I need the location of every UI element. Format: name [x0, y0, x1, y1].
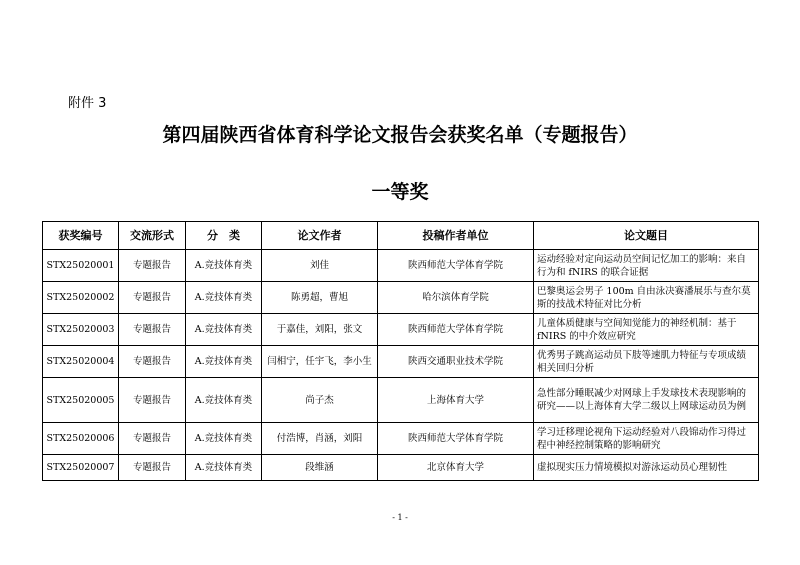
category-cell: A.竞技体育类: [186, 346, 262, 378]
paper-title-cell: 优秀男子跳高运动员下肢等速肌力特征与专项成绩相关回归分析: [534, 346, 759, 378]
authors-cell: 段维涵: [262, 455, 378, 481]
paper-title-cell: 运动经验对定向运动员空间记忆加工的影响：来自行为和 fNIRS 的联合证据: [534, 250, 759, 282]
paper-title-cell: 急性部分睡眠减少对网球上手发球技术表现影响的研究——以上海体育大学二级以上网球运动员为例: [534, 378, 759, 423]
authors-cell: 于嘉佳，刘阳，张文: [262, 314, 378, 346]
header-category: 分 类: [186, 222, 262, 250]
category-cell: A.竞技体育类: [186, 282, 262, 314]
authors-cell: 付浩博，肖涵，刘阳: [262, 423, 378, 455]
award-level-heading: 一等奖: [371, 181, 429, 203]
table-row: [43, 455, 759, 481]
header-authors: 论文作者: [262, 222, 378, 250]
format-cell: 专题报告: [119, 346, 186, 378]
header-paper-title: 论文题目: [534, 222, 759, 250]
format-cell: 专题报告: [119, 455, 186, 481]
award-id-cell: STX25020004: [43, 346, 119, 378]
table-row: [43, 378, 759, 423]
authors-cell: 闫相宁，任宇飞，李小生: [262, 346, 378, 378]
category-cell: A.竞技体育类: [186, 314, 262, 346]
authors-cell: 刘佳: [262, 250, 378, 282]
format-cell: 专题报告: [119, 250, 186, 282]
table-row: [43, 423, 759, 455]
category-cell: A.竞技体育类: [186, 250, 262, 282]
document-title: 第四届陕西省体育科学论文报告会获奖名单（专题报告）: [162, 124, 638, 146]
header-format: 交流形式: [119, 222, 186, 250]
table-row: [43, 314, 759, 346]
table-row: [43, 282, 759, 314]
category-cell: A.竞技体育类: [186, 423, 262, 455]
award-id-cell: STX25020007: [43, 455, 119, 481]
institution-cell: 上海体育大学: [378, 378, 534, 423]
institution-cell: 陕西师范大学体育学院: [378, 250, 534, 282]
award-id-cell: STX25020006: [43, 423, 119, 455]
table-row: [43, 250, 759, 282]
header-award-id: 获奖编号: [43, 222, 119, 250]
category-cell: A.竞技体育类: [186, 455, 262, 481]
format-cell: 专题报告: [119, 378, 186, 423]
paper-title-cell: 虚拟现实压力情境模拟对游泳运动员心理韧性: [534, 455, 759, 481]
institution-cell: 哈尔滨体育学院: [378, 282, 534, 314]
page-number: - 1 -: [392, 513, 408, 522]
format-cell: 专题报告: [119, 282, 186, 314]
award-id-cell: STX25020001: [43, 250, 119, 282]
award-table: [42, 221, 759, 481]
institution-cell: 陕西师范大学体育学院: [378, 314, 534, 346]
table-header-row: [43, 222, 759, 250]
authors-cell: 尚子杰: [262, 378, 378, 423]
institution-cell: 陕西师范大学体育学院: [378, 423, 534, 455]
format-cell: 专题报告: [119, 314, 186, 346]
institution-cell: 陕西交通职业技术学院: [378, 346, 534, 378]
award-id-cell: STX25020002: [43, 282, 119, 314]
paper-title-cell: 学习迁移理论视角下运动经验对八段锦动作习得过程中神经控制策略的影响研究: [534, 423, 759, 455]
award-id-cell: STX25020003: [43, 314, 119, 346]
award-id-cell: STX25020005: [43, 378, 119, 423]
format-cell: 专题报告: [119, 423, 186, 455]
table-row: [43, 346, 759, 378]
category-cell: A.竞技体育类: [186, 378, 262, 423]
attachment-label: 附件 3: [68, 96, 107, 111]
paper-title-cell: 儿童体质健康与空间知觉能力的神经机制：基于 fNIRS 的中介效应研究: [534, 314, 759, 346]
header-institution: 投稿作者单位: [378, 222, 534, 250]
paper-title-cell: 巴黎奥运会男子 100m 自由泳决赛潘展乐与查尔莫斯的技战术特征对比分析: [534, 282, 759, 314]
authors-cell: 陈勇超，曹旭: [262, 282, 378, 314]
institution-cell: 北京体育大学: [378, 455, 534, 481]
